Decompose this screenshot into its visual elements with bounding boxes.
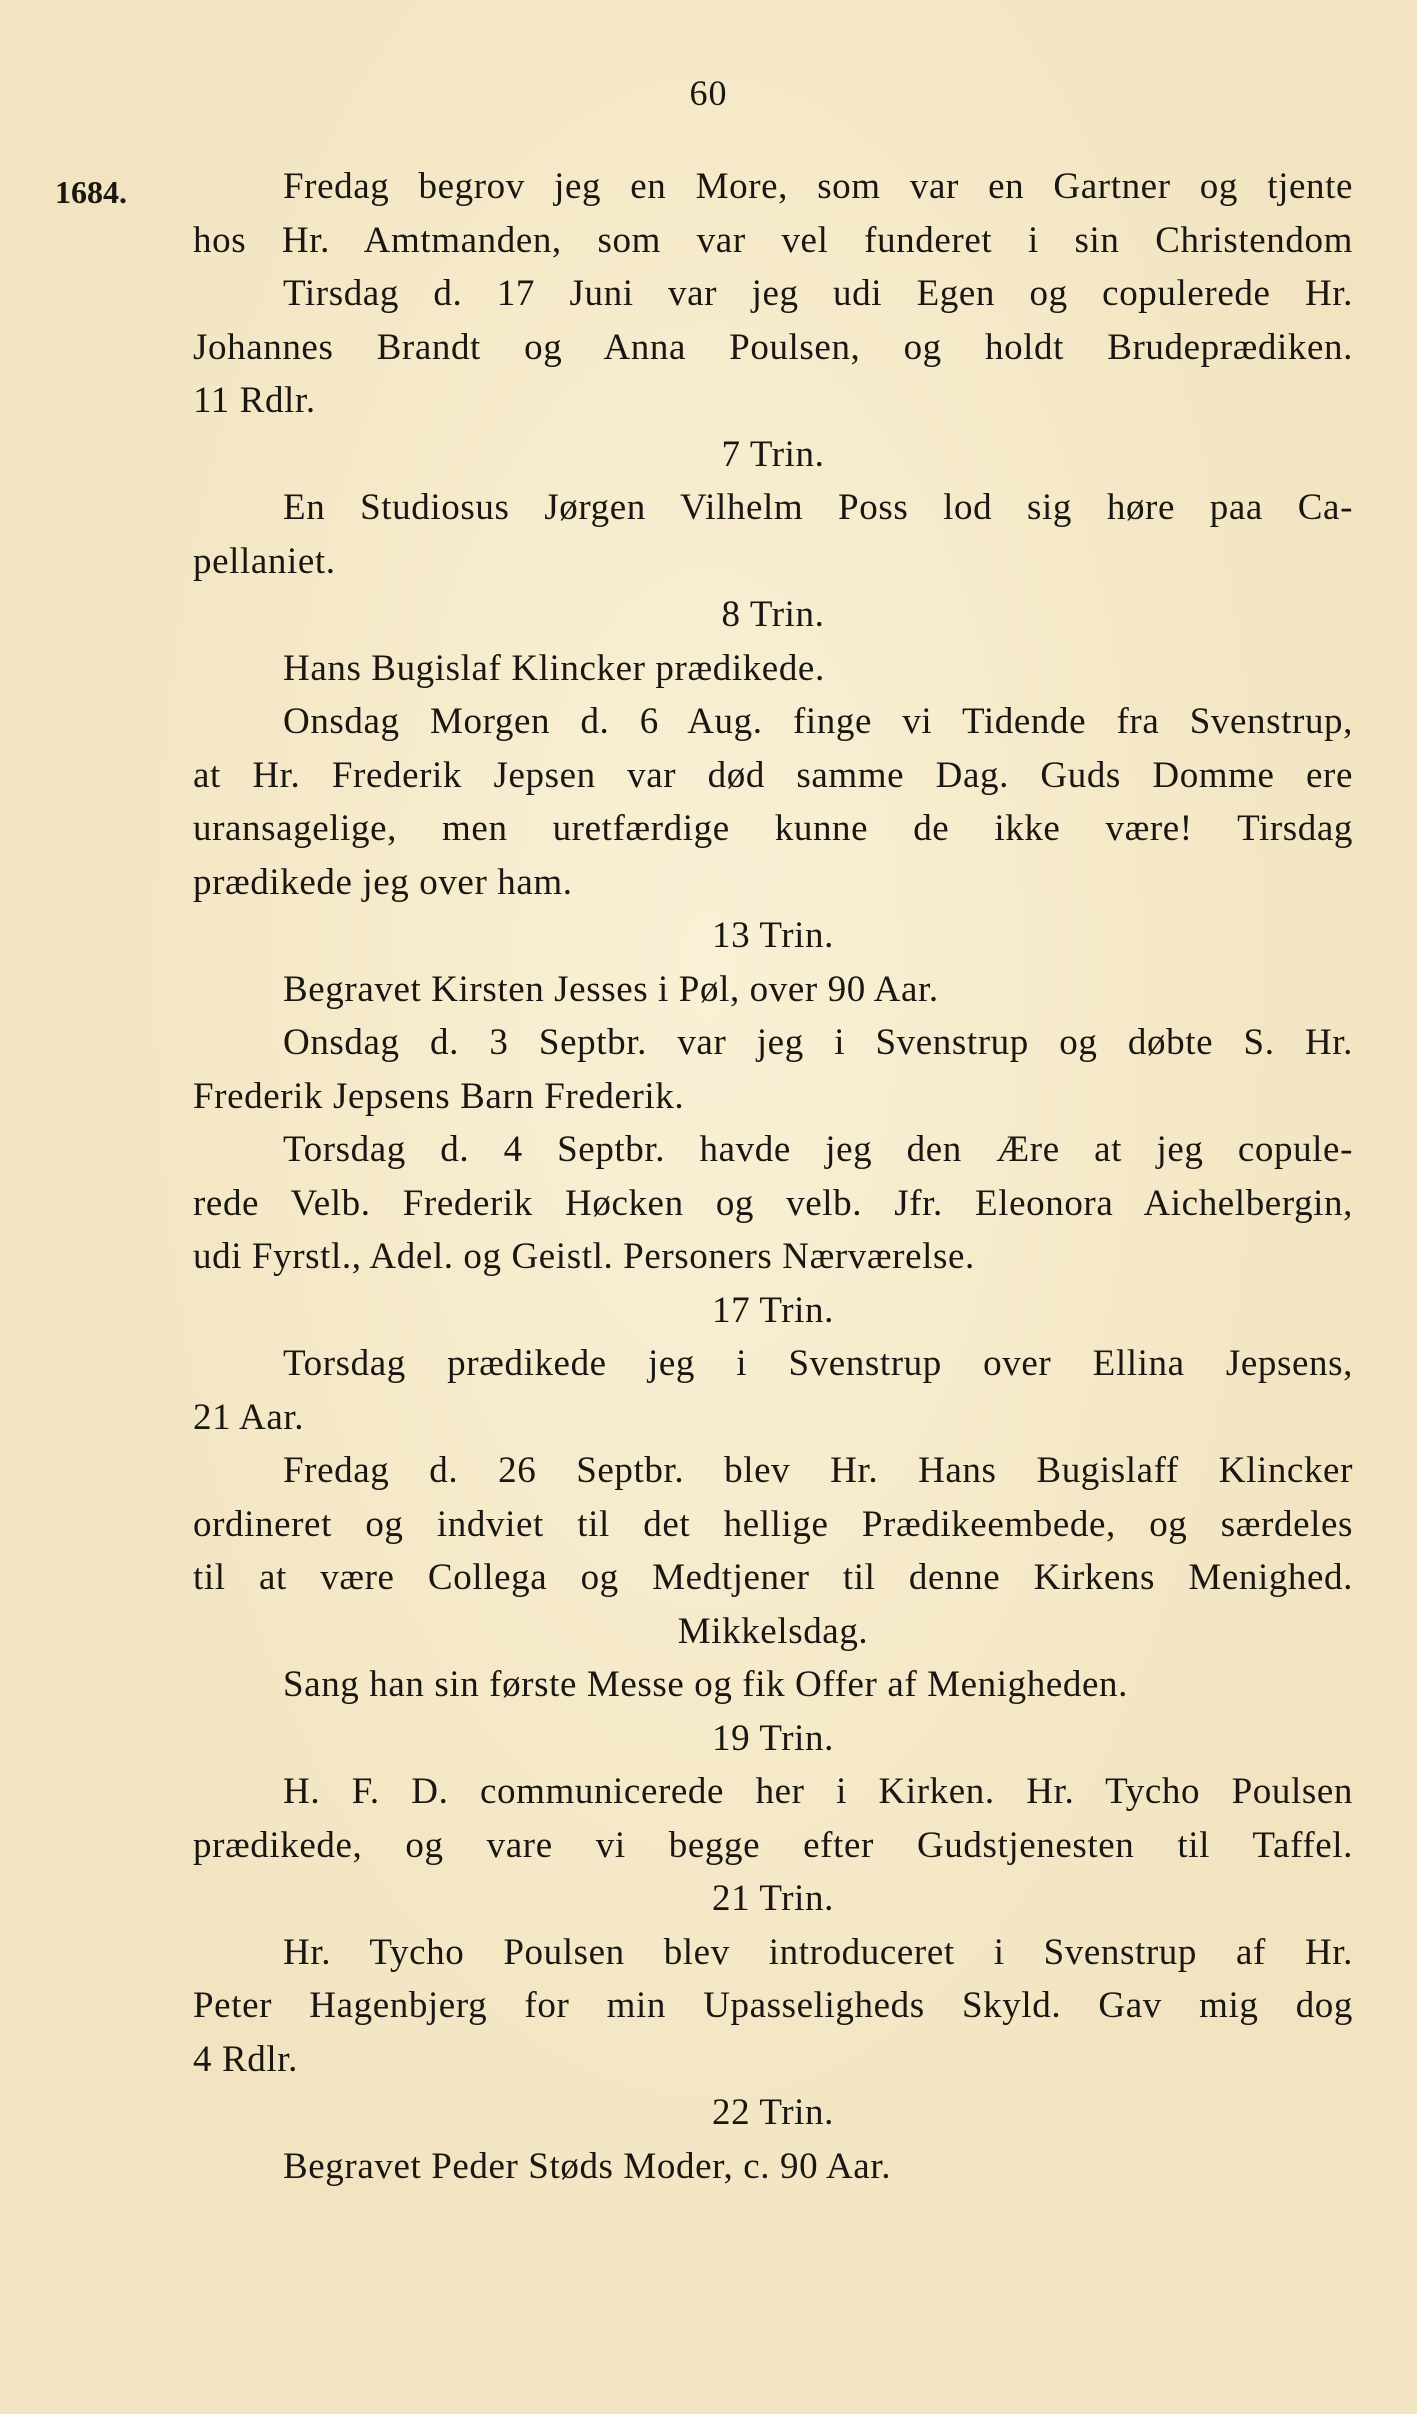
text-line: hos Hr. Amtmanden, som var vel funderet i sin Christendom — [193, 219, 1353, 261]
text-line: Torsdag prædikede jeg i Svenstrup over Ellina Jepsens, — [283, 1343, 1353, 1384]
text-line: Torsdag d. 4 Septbr. havde jeg den Ære at jeg copule- — [283, 1129, 1353, 1170]
text-line: H. F. D. communicerede her i Kirken. Hr. Tycho Poulsen — [283, 1771, 1353, 1812]
text-line: prædikede, og vare vi begge efter Gudstjenesten til Taffel. — [193, 1824, 1353, 1866]
text-line: Fredag begrov jeg en More, som var en Gartner og tjente — [283, 166, 1353, 207]
text-line: Onsdag d. 3 Septbr. var jeg i Svenstrup og døbte S. Hr. — [283, 1022, 1353, 1063]
text-line: 4 Rdlr. — [193, 2038, 298, 2080]
text-line: 21 Aar. — [193, 1396, 305, 1438]
text-line: til at være Collega og Medtjener til denne Kirkens Menighed. — [193, 1557, 1353, 1598]
text-line: Tirsdag d. 17 Juni var jeg udi Egen og copulerede Hr. — [283, 273, 1353, 314]
section-heading: 13 Trin. — [711, 915, 835, 956]
text-line: udi Fyrstl., Adel. og Geistl. Personers Nærværelse. — [193, 1236, 975, 1277]
text-line: pellaniet. — [193, 540, 336, 582]
text-line: Sang han sin første Messe og fik Offer af Menigheden. — [283, 1664, 1128, 1705]
text-line: Frederik Jepsens Barn Frederik. — [193, 1075, 685, 1117]
body-text — [193, 160, 1353, 2193]
section-heading: 8 Trin. — [721, 594, 825, 635]
section-heading: 19 Trin. — [711, 1717, 835, 1759]
text-line: rede Velb. Frederik Høcken og velb. Jfr. Eleonora Aichelbergin, — [193, 1182, 1353, 1224]
text-line: prædikede jeg over ham. — [193, 861, 573, 903]
text-line: Hans Bugislaf Klincker prædikede. — [283, 647, 825, 689]
text-line: Onsdag Morgen d. 6 Aug. finge vi Tidende fra Svenstrup, — [283, 701, 1353, 742]
text-line: 11 Rdlr. — [193, 380, 316, 421]
text-line: Begravet Peder Støds Moder, c. 90 Aar. — [283, 2145, 892, 2187]
section-heading: Mikkelsdag. — [677, 1610, 869, 1652]
section-heading: 22 Trin. — [711, 2092, 835, 2133]
text-line: Johannes Brandt og Anna Poulsen, og holdt Brudeprædiken. — [193, 326, 1353, 368]
section-heading: 7 Trin. — [721, 433, 825, 475]
text-line: Peter Hagenbjerg for min Upasseligheds Skyld. Gav mig dog — [193, 1985, 1353, 2026]
text-line: Hr. Tycho Poulsen blev introduceret i Svenstrup af Hr. — [283, 1931, 1353, 1973]
section-heading: 21 Trin. — [711, 1878, 835, 1919]
text-line: uransagelige, men uretfærdige kunne de ikke være! Tirsdag — [193, 808, 1353, 849]
section-heading: 17 Trin. — [711, 1289, 835, 1331]
text-line: Fredag d. 26 Septbr. blev Hr. Hans Bugislaff Klincker — [283, 1450, 1353, 1491]
text-line: Begravet Kirsten Jesses i Pøl, over 90 Aar. — [283, 968, 939, 1010]
text-line: at Hr. Frederik Jepsen var død samme Dag. Guds Domme ere — [193, 754, 1353, 796]
text-line: ordineret og indviet til det hellige Prædikeembede, og særdeles — [193, 1503, 1353, 1545]
margin-year: 1684. — [55, 174, 127, 210]
text-line: En Studiosus Jørgen Vilhelm Poss lod sig høre paa Ca- — [283, 487, 1353, 528]
page-number: 60 — [689, 73, 728, 113]
